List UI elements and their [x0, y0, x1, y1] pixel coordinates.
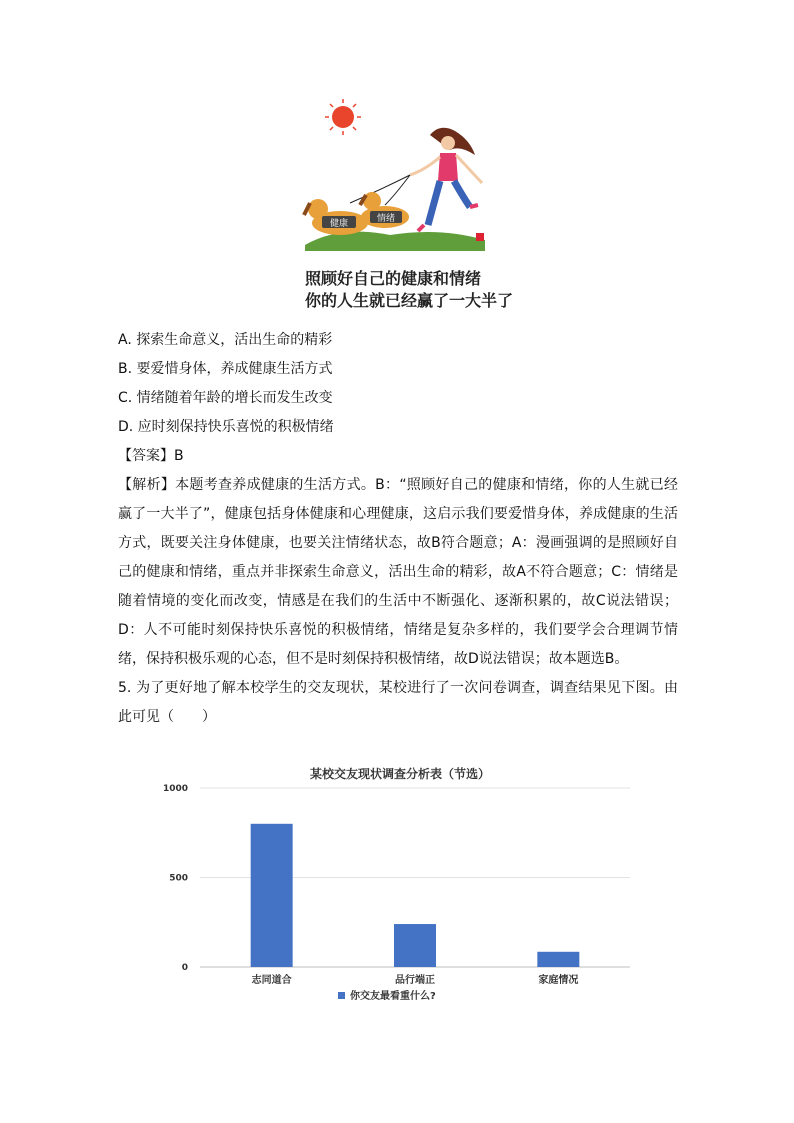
answer-line: 【答案】B: [118, 448, 184, 464]
caption-line-1: 照顾好自己的健康和情绪: [305, 269, 482, 288]
question-body: [118, 326, 678, 732]
svg-text:健康: 健康: [329, 219, 349, 229]
grass: [305, 232, 485, 251]
option-b: B. 要爱惜身体，养成健康生活方式: [118, 361, 333, 377]
analysis-paragraph: 【解析】本题考查养成健康的生活方式。B：“照顾好自己的健康和情绪，你的人生就已经赢了一大半了”，健康包括身体健康和心理健康，这启示我们要爱惜身体，养成健康的生活方式，既要关注身体健康，也要关注情绪状态，故B符合题意；A：漫画强调的是照顾好自己的健康和情绪，重点并非探索生命意义，活出生命的精彩，故A不符合题意；C：情绪是随着情境的变化而改变，情感是在我们的生活中不断强化、逐渐积累的，故C说法错误；D：人不可能时刻保持快乐喜悦的积极情绪，情绪是复杂多样的，我们要学会合理调节情绪，保持积极乐观的心态，但不是时刻保持积极情绪，故D说法错误；故本题选B。: [118, 477, 678, 667]
bar: [394, 924, 436, 967]
sun-icon: [325, 99, 361, 135]
bar-chart: [160, 760, 640, 1010]
caption-line-2: 你的人生就已经赢了一大半了: [305, 291, 514, 310]
question-5: 5. 为了更好地了解本校学生的交友现状，某校进行了一次问卷调查，调查结果见下图。由此可见（ ）: [118, 680, 678, 725]
cartoon-caption: [305, 268, 514, 312]
y-tick-label: 0: [181, 963, 188, 973]
chart-title: 某校交友现状调查分析表（节选）: [309, 767, 491, 781]
dog-emotion: [360, 192, 409, 228]
x-tick-label: 家庭情况: [538, 975, 579, 986]
cartoon-illustration: [300, 95, 495, 255]
bar: [251, 824, 293, 967]
y-tick-label: 500: [169, 873, 188, 884]
option-a: A. 探索生命意义，活出生命的精彩: [118, 332, 333, 348]
option-d: D. 应时刻保持快乐喜悦的积极情绪: [118, 419, 334, 435]
svg-text:情绪: 情绪: [376, 214, 396, 224]
x-tick-label: 志同道合: [251, 975, 292, 986]
option-c: C. 情绪随着年龄的增长而发生改变: [118, 390, 333, 406]
x-tick-label: 品行端正: [395, 975, 435, 986]
legend-swatch: [338, 992, 345, 999]
legend-label: 你交友最看重什么?: [350, 991, 436, 1002]
dog-health: [304, 199, 368, 235]
bar: [537, 952, 579, 967]
woman-figure: [410, 128, 482, 231]
seal-stamp: [476, 233, 484, 241]
y-tick-label: 1000: [162, 784, 188, 794]
